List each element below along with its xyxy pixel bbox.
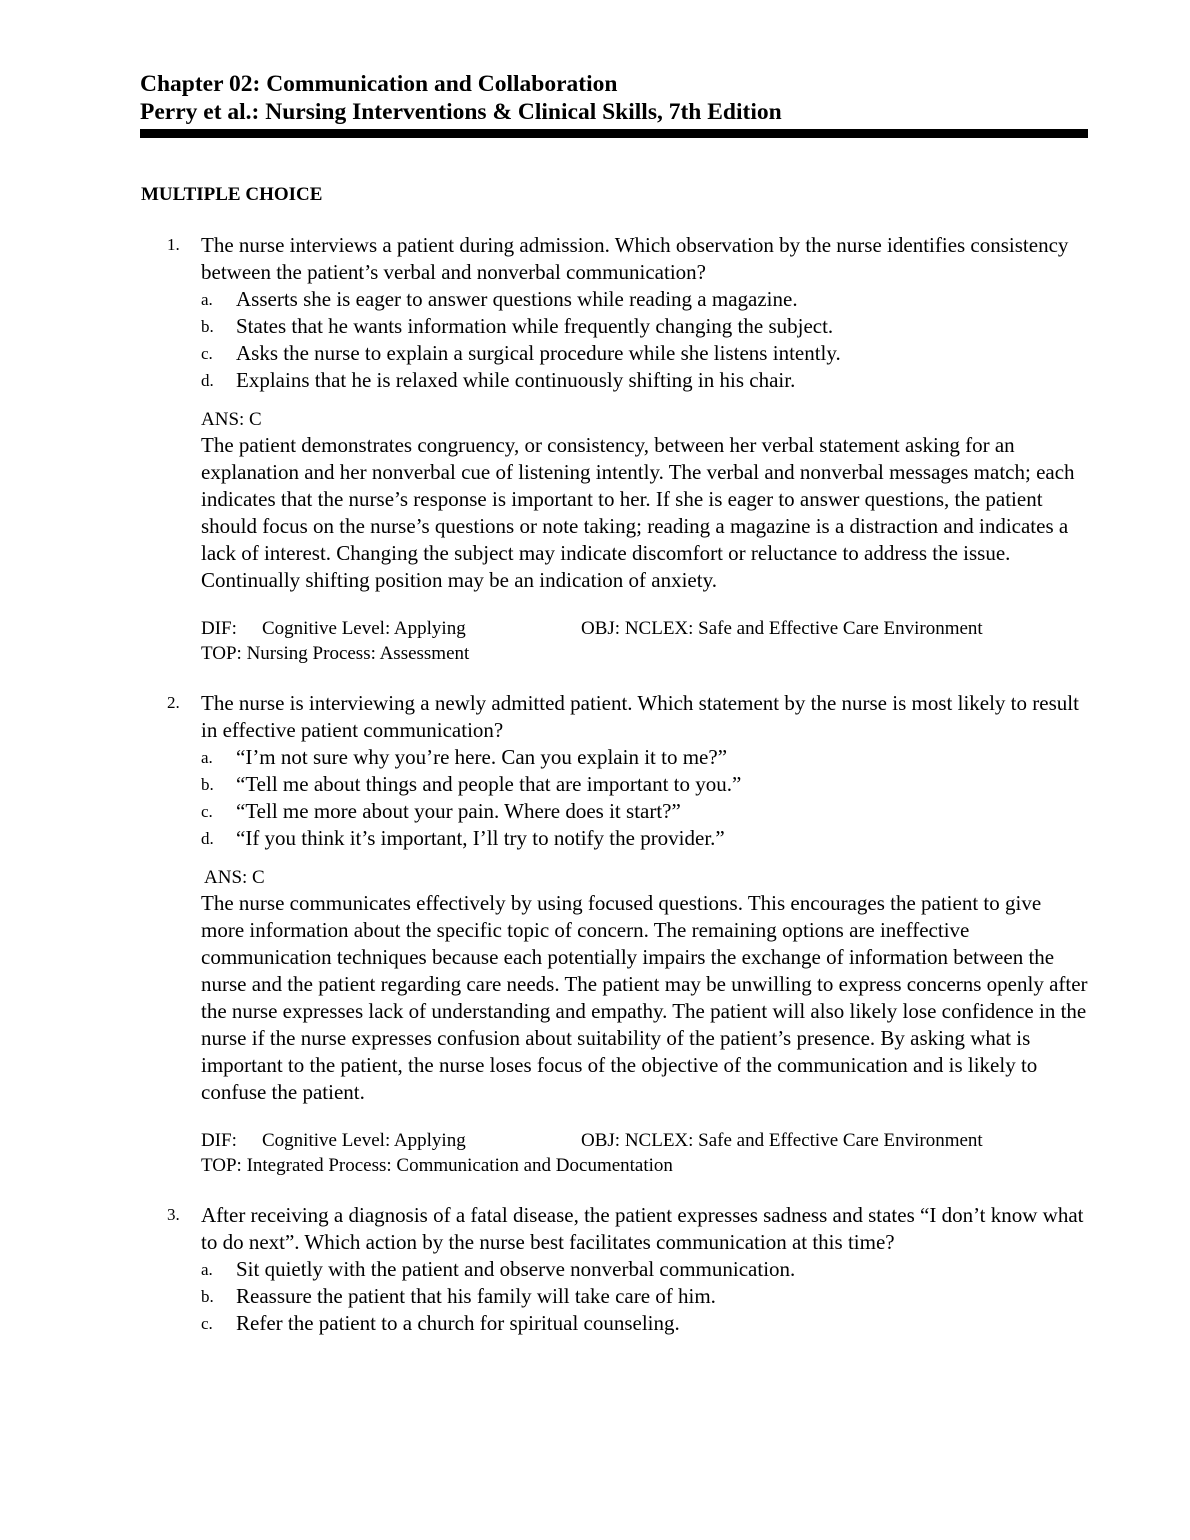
option-text: Asserts she is eager to answer questions while reading a magazine.	[236, 287, 798, 311]
question-number: 3.	[167, 1205, 180, 1224]
option-letter: c.	[201, 802, 213, 821]
option-letter: d.	[201, 829, 214, 848]
difficulty-value: Cognitive Level: Applying	[262, 1130, 466, 1151]
difficulty	[201, 616, 581, 641]
option-list	[201, 744, 1088, 852]
question-stem: The nurse is interviewing a newly admitted patient. Which statement by the nurse is most likely to result in effective patient communication?	[201, 691, 1079, 742]
option-a	[201, 1256, 1088, 1283]
question-stem: The nurse interviews a patient during admission. Which observation by the nurse identifies consistency between the patient’s verbal and nonverbal communication?	[201, 233, 1069, 284]
header-rule	[140, 129, 1088, 138]
option-c	[201, 340, 1088, 367]
topic: TOP: Integrated Process: Communication and Documentation	[201, 1155, 673, 1176]
option-text: Reassure the patient that his family will take care of him.	[236, 1284, 716, 1308]
option-letter: d.	[201, 371, 214, 390]
section-heading: MULTIPLE CHOICE	[141, 184, 323, 205]
option-letter: a.	[201, 290, 213, 309]
option-list	[201, 286, 1088, 394]
question-stem: After receiving a diagnosis of a fatal disease, the patient expresses sadness and states “I don’t know what to do next”. Which action by the nurse best facilitates communication at this time?	[201, 1203, 1084, 1254]
option-letter: a.	[201, 1260, 213, 1279]
document-page	[140, 70, 1088, 1361]
option-text: Asks the nurse to explain a surgical procedure while she listens intently.	[236, 341, 841, 365]
option-text: “I’m not sure why you’re here. Can you explain it to me?”	[236, 745, 728, 769]
option-text: Sit quietly with the patient and observe nonverbal communication.	[236, 1257, 796, 1281]
question-3	[140, 1202, 1088, 1337]
option-letter: b.	[201, 1287, 214, 1306]
book-title: Perry et al.: Nursing Interventions & Clinical Skills, 7th Edition	[140, 99, 782, 125]
question-meta	[201, 616, 1088, 666]
question-number: 2.	[167, 693, 180, 712]
option-b	[201, 313, 1088, 340]
option-list	[201, 1256, 1088, 1337]
option-b	[201, 771, 1088, 798]
question-1	[140, 232, 1088, 666]
option-d	[201, 367, 1088, 394]
topic: TOP: Nursing Process: Assessment	[201, 643, 470, 664]
page-header	[140, 70, 1088, 138]
rationale: The nurse communicates effectively by using focused questions. This encourages the patient to give more information about the specific topic of concern. The remaining options are ineffective communication techniques because each potentially impairs the exchange of information between the nurse and the patient regarding care needs. The patient may be unwilling to express concerns openly after the nurse expresses lack of understanding and empathy. The patient will also likely lose confidence in the nurse if the nurse expresses confusion about suitability of the patient’s presence. By asking what is important to the patient, the nurse loses focus of the objective of the communication and is likely to confuse the patient.	[201, 891, 1088, 1104]
option-text: Explains that he is relaxed while continuously shifting in his chair.	[236, 368, 796, 392]
option-letter: b.	[201, 317, 214, 336]
option-text: Refer the patient to a church for spiritual counseling.	[236, 1311, 680, 1335]
option-c	[201, 1310, 1088, 1337]
option-text: “Tell me about things and people that are important to you.”	[236, 772, 742, 796]
option-text: “If you think it’s important, I’ll try to notify the provider.”	[236, 826, 725, 850]
answer-label: ANS: C	[204, 867, 265, 888]
difficulty-label: DIF:	[201, 618, 237, 639]
difficulty-value: Cognitive Level: Applying	[262, 618, 466, 639]
option-a	[201, 286, 1088, 313]
chapter-title: Chapter 02: Communication and Collaboration	[140, 71, 618, 97]
option-a	[201, 744, 1088, 771]
objective: OBJ: NCLEX: Safe and Effective Care Environment	[581, 618, 983, 639]
answer-label: ANS: C	[201, 409, 262, 430]
difficulty-label: DIF:	[201, 1130, 237, 1151]
option-letter: c.	[201, 344, 213, 363]
option-c	[201, 798, 1088, 825]
question-2	[140, 690, 1088, 1178]
option-letter: c.	[201, 1314, 213, 1333]
option-text: States that he wants information while frequently changing the subject.	[236, 314, 834, 338]
objective: OBJ: NCLEX: Safe and Effective Care Environment	[581, 1130, 983, 1151]
option-b	[201, 1283, 1088, 1310]
rationale: The patient demonstrates congruency, or consistency, between her verbal statement asking for an explanation and her nonverbal cue of listening intently. The verbal and nonverbal messages match; each indicates that the nurse’s response is important to her. If she is eager to answer questions, the patient should focus on the nurse’s questions or note taking; reading a magazine is a distraction and indicates a lack of interest. Changing the subject may indicate discomfort or reluctance to address the issue. Continually shifting position may be an indication of anxiety.	[201, 433, 1075, 592]
option-text: “Tell me more about your pain. Where does it start?”	[236, 799, 681, 823]
option-letter: b.	[201, 775, 214, 794]
question-meta	[201, 1128, 1088, 1178]
option-letter: a.	[201, 748, 213, 767]
difficulty	[201, 1128, 581, 1153]
option-d	[201, 825, 1088, 852]
question-number: 1.	[167, 235, 180, 254]
